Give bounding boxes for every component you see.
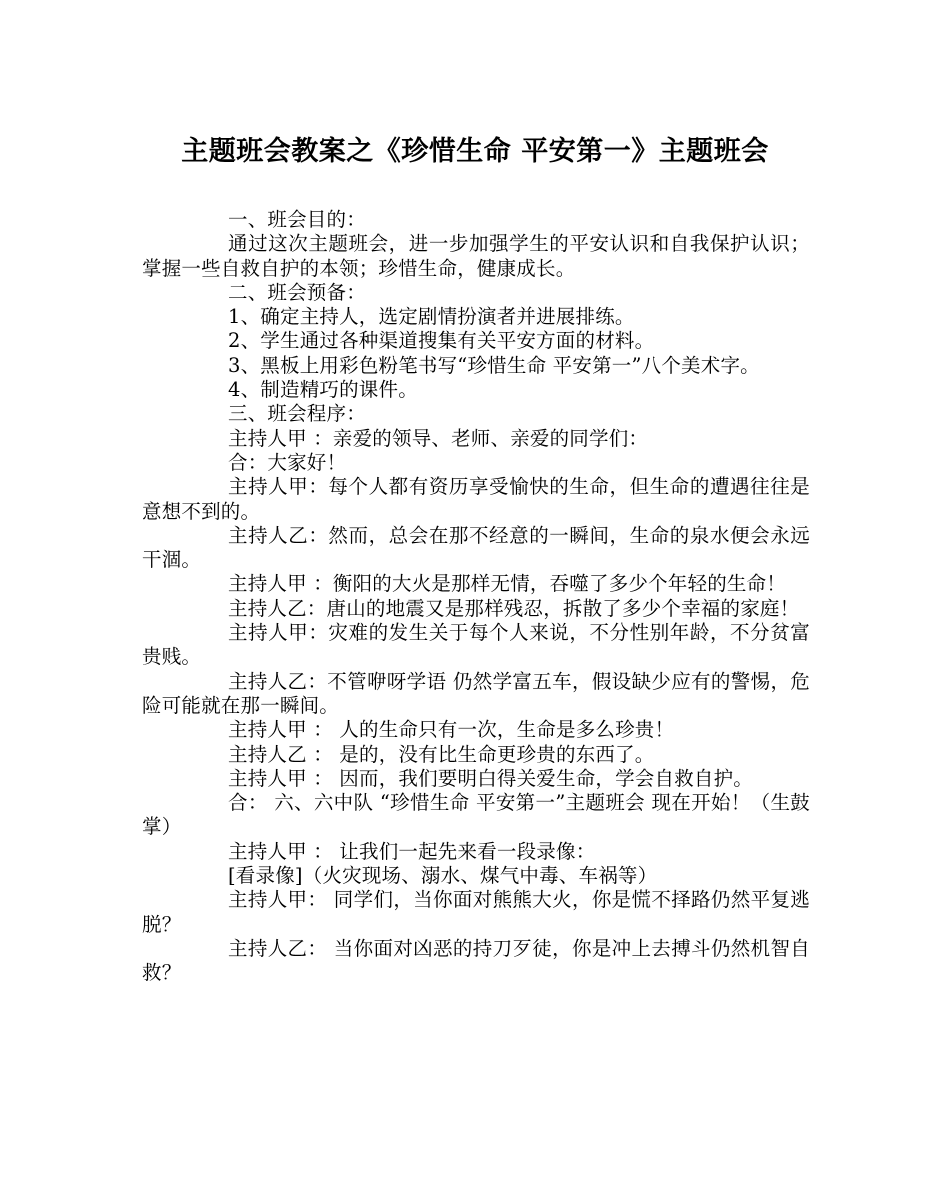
paragraph: 主持人乙：然而，总会在那不经意的一瞬间，生命的泉水便会永远干涸。 <box>142 523 810 572</box>
paragraph: 主持人甲 ： 人的生命只有一次，生命是多么珍贵！ <box>228 718 675 742</box>
document-body <box>142 208 810 986</box>
paragraph: 合：大家好！ <box>228 450 347 474</box>
paragraph: 主持人甲 ：衡阳的大火是那样无情，吞噬了多少个年轻的生命！ <box>228 572 786 596</box>
paragraph: 主持人甲：每个人都有资历享受愉快的生命，但生命的遭遇往往是意想不到的。 <box>142 475 810 523</box>
paragraph: 主持人甲 ： 让我们一起先来看一段录像： <box>228 839 596 863</box>
paragraph: 主持人甲： 同学们，当你面对熊熊大火，你是慌不择路仍然平复逃脱？ <box>142 888 810 936</box>
paragraph: 主持人乙：唐山的地震又是那样残忍，拆散了多少个幸福的家庭！ <box>228 596 800 620</box>
paragraph: 主持人乙： 当你面对凶恶的持刀歹徒，你是冲上去搏斗仍然机智自救？ <box>142 936 810 985</box>
paragraph: 主持人乙：不管咿呀学语 仍然学富五车，假设缺少应有的警惕，危险可能就在那一瞬间。 <box>142 669 810 717</box>
paragraph: 一、班会目的： <box>228 208 366 231</box>
paragraph: [看录像]（火灾现场、溺水、煤气中毒、车祸等） <box>228 864 658 888</box>
paragraph: 三、班会程序： <box>228 402 366 426</box>
paragraph: 主持人甲 ：亲爱的领导、老师、亲爱的同学们： <box>228 426 649 450</box>
paragraph: 2、学生通过各种渠道搜集有关平安方面的材料。 <box>228 329 655 353</box>
paragraph: 通过这次主题班会，进一步加强学生的平安认识和自我保护认识；掌握一些自救自护的本领；珍惜生命，健康成长。 <box>142 232 810 280</box>
paragraph: 主持人甲 ： 因而，我们要明白得关爱生命，学会自救自护。 <box>228 766 753 790</box>
paragraph: 主持人甲：灾难的发生关于每个人来说，不分性别年龄，不分贫富贵贱。 <box>142 621 810 669</box>
paragraph: 主持人乙 ： 是的，没有比生命更珍贵的东西了。 <box>228 742 655 766</box>
document-title: 主题班会教案之《珍惜生命 平安第一》主题班会 <box>181 136 769 167</box>
paragraph: 1、确定主持人，选定剧情扮演者并进展排练。 <box>228 305 635 329</box>
paragraph: 4、制造精巧的课件。 <box>228 378 418 402</box>
paragraph: 二、班会预备： <box>228 280 366 304</box>
paragraph: 3、黑板上用彩色粉笔书写“珍惜生命 平安第一”八个美术字。 <box>228 353 760 377</box>
paragraph: 合： 六、六中队 “珍惜生命 平安第一”主题班会 现在开始！（生鼓掌） <box>142 791 810 839</box>
